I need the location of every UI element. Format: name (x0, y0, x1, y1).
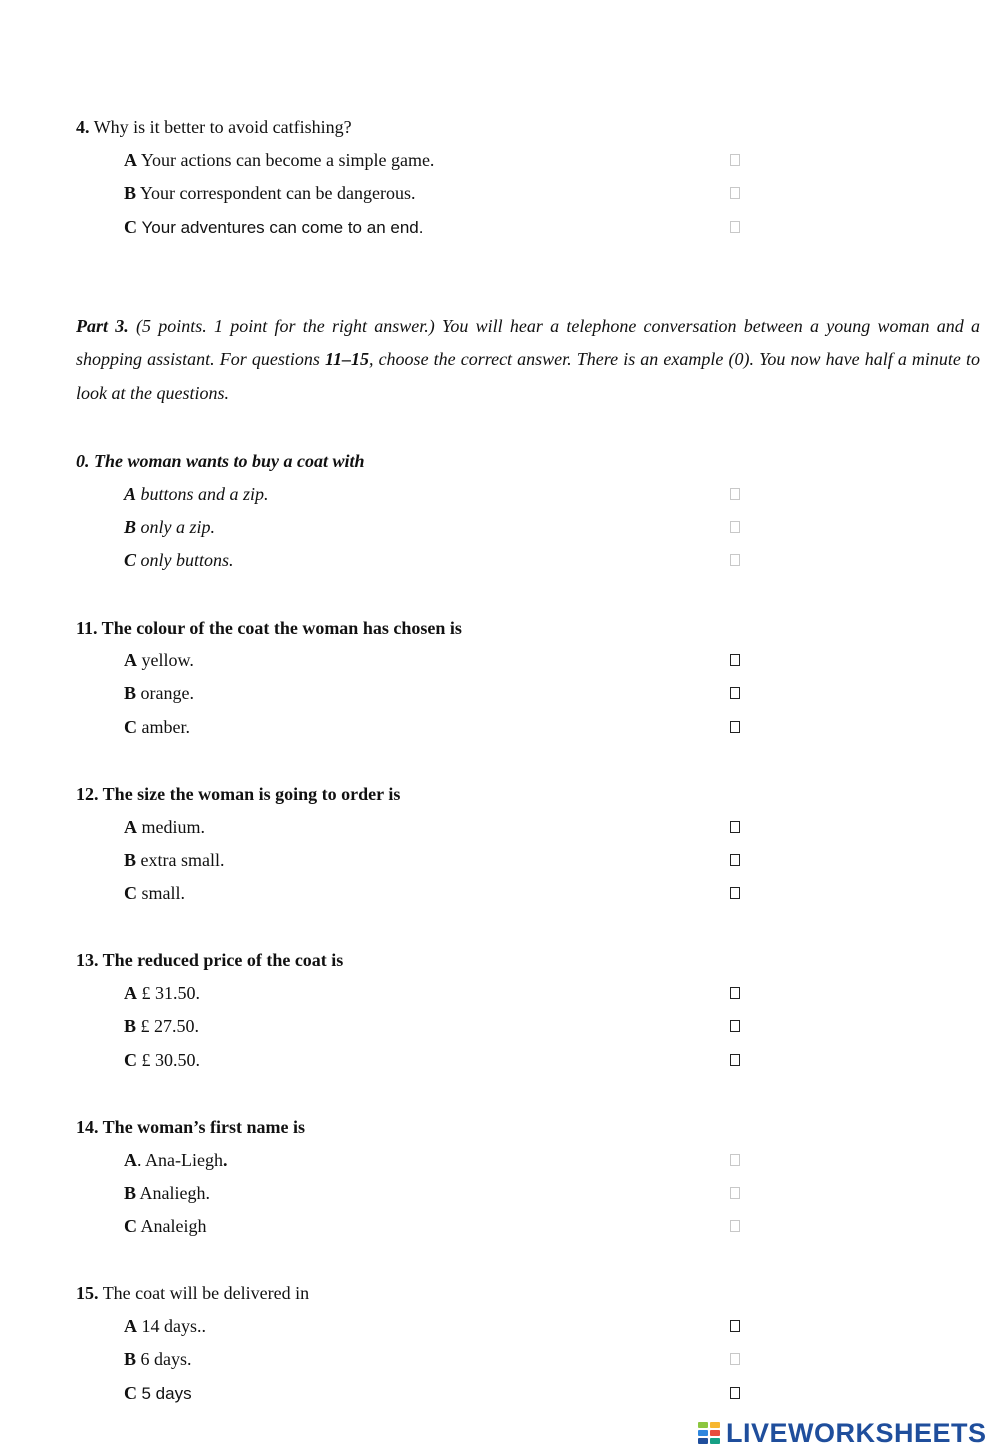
q13-option-b-checkbox[interactable] (730, 1020, 740, 1032)
q12-option-b (124, 849, 225, 871)
q13-option-c-checkbox[interactable] (730, 1054, 740, 1066)
q4-option-a-checkbox[interactable] (730, 154, 740, 166)
option-text: 6 days. (140, 1349, 192, 1369)
option-letter: C (124, 550, 137, 570)
question-11-stem: 11. The colour of the coat the woman has chosen is (76, 618, 462, 638)
q0-option-a (124, 483, 269, 505)
q12-option-c (124, 882, 185, 904)
option-text: extra small. (140, 850, 225, 870)
option-letter: C (124, 1216, 137, 1236)
option-text: 14 days.. (141, 1316, 206, 1336)
part3-range: 11–15 (324, 349, 369, 370)
q15-option-c (124, 1382, 192, 1405)
option-text: buttons and a zip. (140, 484, 269, 504)
liveworksheets-logo-icon (698, 1420, 722, 1446)
q15-option-a (124, 1315, 206, 1337)
liveworksheets-logo-text: LIVEWORKSHEETS (726, 1417, 987, 1448)
q0-option-c (124, 549, 234, 571)
q12-option-b-checkbox[interactable] (730, 854, 740, 866)
option-text: only buttons. (140, 550, 234, 570)
q12-option-c-checkbox[interactable] (730, 887, 740, 899)
question-14-stem: 14. The woman’s first name is (76, 1117, 305, 1137)
question-text: The coat will be delivered in (102, 1283, 310, 1303)
option-letter: A (124, 1316, 137, 1336)
q11-option-c-checkbox[interactable] (730, 721, 740, 733)
option-text: 5 days (141, 1384, 192, 1403)
q0-option-c-checkbox[interactable] (730, 554, 740, 566)
option-letter: C (124, 1383, 137, 1403)
option-letter: C (124, 217, 137, 237)
q11-option-a (124, 649, 194, 671)
option-letter: B (124, 517, 137, 537)
q14-option-b (124, 1182, 210, 1204)
q14-option-a-checkbox[interactable] (730, 1154, 740, 1166)
option-text: only a zip. (140, 517, 216, 537)
option-text: £ 30.50. (141, 1050, 200, 1070)
question-4-stem (76, 116, 352, 138)
option-letter: B (124, 183, 137, 203)
option-letter: B (124, 850, 137, 870)
q15-option-a-checkbox[interactable] (730, 1320, 740, 1332)
question-12-stem: 12. The size the woman is going to order is (76, 784, 401, 804)
question-number: 15. (76, 1283, 99, 1303)
q11-option-a-checkbox[interactable] (730, 654, 740, 666)
q0-option-b (124, 516, 215, 538)
q11-option-b (124, 682, 194, 704)
option-trailing-dot: . (222, 1150, 228, 1170)
q15-option-b-checkbox[interactable] (730, 1353, 740, 1365)
option-text: Your actions can become a simple game. (140, 150, 435, 170)
question-text: Why is it better to avoid catfishing? (93, 117, 352, 137)
question-15-stem (76, 1282, 309, 1304)
q0-option-a-checkbox[interactable] (730, 488, 740, 500)
q12-option-a (124, 816, 205, 838)
option-text: medium. (141, 817, 205, 837)
option-text: small. (141, 883, 185, 903)
q4-option-b-checkbox[interactable] (730, 187, 740, 199)
option-letter: B (124, 683, 137, 703)
option-letter: A (124, 650, 137, 670)
option-letter: C (124, 717, 137, 737)
option-letter: A (124, 150, 137, 170)
option-letter: B (124, 1183, 137, 1203)
q12-option-a-checkbox[interactable] (730, 821, 740, 833)
q15-option-b (124, 1348, 192, 1370)
option-text: . Ana-Liegh (137, 1150, 223, 1170)
q0-option-b-checkbox[interactable] (730, 521, 740, 533)
q4-option-c (124, 216, 423, 239)
q4-option-b (124, 182, 415, 204)
option-text: £ 31.50. (141, 983, 200, 1003)
option-text: Your correspondent can be dangerous. (139, 183, 416, 203)
q4-option-a (124, 149, 434, 171)
option-letter: B (124, 1349, 137, 1369)
q15-option-c-checkbox[interactable] (730, 1387, 740, 1399)
question-0-stem: 0. The woman wants to buy a coat with (76, 451, 365, 471)
question-13-stem: 13. The reduced price of the coat is (76, 950, 344, 970)
q14-option-c-checkbox[interactable] (730, 1220, 740, 1232)
part3-text-before: (5 points. 1 point for the right answer.) You will hear a telephone conversation between a young woman and a shopping assistant. For questions (76, 316, 980, 370)
option-text: Analiegh. (139, 1183, 211, 1203)
option-letter: A (124, 983, 137, 1003)
option-text: Your adventures can come to an end. (141, 218, 424, 237)
q13-option-a-checkbox[interactable] (730, 987, 740, 999)
option-text: yellow. (141, 650, 194, 670)
q14-option-c (124, 1215, 207, 1237)
part3-text-after: , choose the correct answer. There is an example (0). You now have half a minute to look at the questions. (76, 349, 981, 403)
q11-option-c (124, 716, 190, 738)
q13-option-b (124, 1015, 199, 1037)
option-text: amber. (141, 717, 190, 737)
option-letter: C (124, 883, 137, 903)
q14-option-a (124, 1149, 227, 1171)
option-text: £ 27.50. (140, 1016, 200, 1036)
option-letter: A (124, 1150, 137, 1170)
option-letter: A (124, 817, 137, 837)
q4-option-c-checkbox[interactable] (730, 221, 740, 233)
q13-option-c (124, 1049, 200, 1071)
q14-option-b-checkbox[interactable] (730, 1187, 740, 1199)
option-letter: A (124, 484, 137, 504)
liveworksheets-logo (698, 1418, 987, 1448)
question-number: 4. (76, 117, 90, 137)
q13-option-a (124, 982, 200, 1004)
option-letter: B (124, 1016, 137, 1036)
option-text: Analeigh (140, 1216, 207, 1236)
q11-option-b-checkbox[interactable] (730, 687, 740, 699)
part3-label: Part 3. (76, 316, 129, 336)
option-letter: C (124, 1050, 137, 1070)
option-text: orange. (140, 683, 194, 703)
part3-instructions (76, 310, 980, 410)
